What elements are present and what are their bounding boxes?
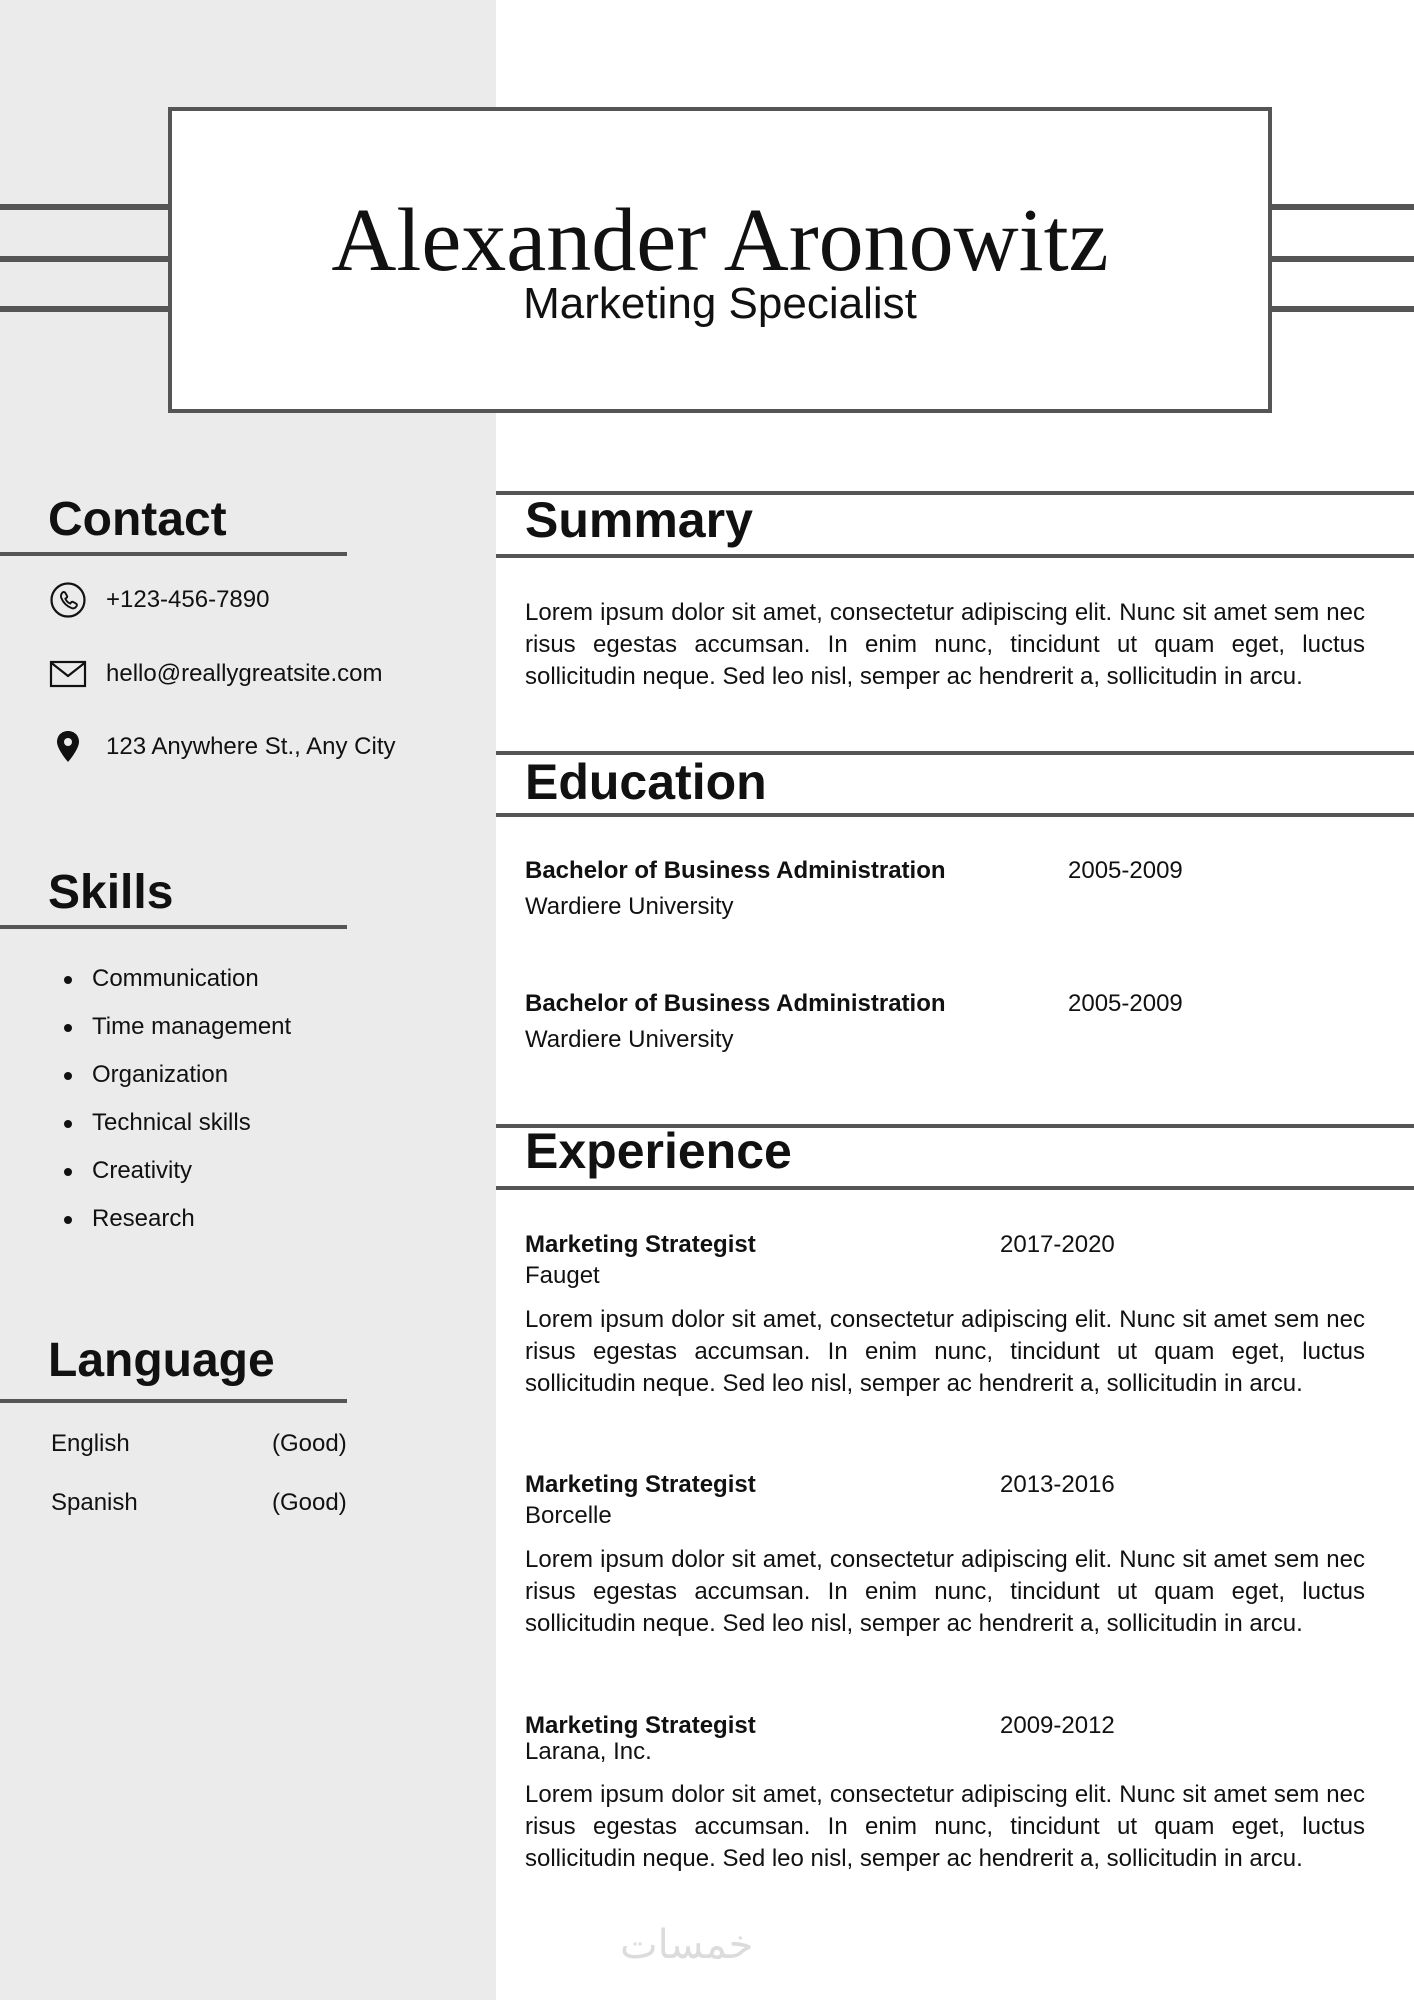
contact-address-text: 123 Anywhere St., Any City bbox=[106, 733, 396, 760]
skill-item: Organization bbox=[64, 1051, 291, 1099]
skill-item: Time management bbox=[64, 1003, 291, 1051]
skill-item: Creativity bbox=[64, 1147, 291, 1195]
language-row bbox=[51, 1430, 361, 1466]
skills-list bbox=[64, 955, 291, 1243]
language-rule bbox=[0, 1399, 347, 1403]
experience-description: Lorem ipsum dolor sit amet, consectetur adipiscing elit. Nunc sit amet sem nec risus egestas accumsan. In enim nunc, tincidunt ut quam eget, luctus sollicitudin neque. Sed leo nisl, semper ac hendrerit a, sollicitudin in arcu. bbox=[525, 1781, 1365, 1872]
experience-company: Fauget bbox=[525, 1262, 600, 1289]
language-heading: Language bbox=[48, 1334, 275, 1387]
education-years: 2005-2009 bbox=[1068, 857, 1183, 884]
experience-heading: Experience bbox=[525, 1123, 792, 1179]
skills-rule bbox=[0, 925, 347, 929]
education-school: Wardiere University bbox=[525, 1026, 734, 1053]
header-line-left-2 bbox=[0, 256, 168, 262]
header-line-right-2 bbox=[1272, 256, 1414, 262]
experience-years: 2009-2012 bbox=[1000, 1712, 1115, 1739]
education-degree: Bachelor of Business Administration bbox=[525, 990, 946, 1017]
summary-text: Lorem ipsum dolor sit amet, consectetur adipiscing elit. Nunc sit amet sem nec risus egestas accumsan. In enim nunc, tincidunt ut quam eget, luctus sollicitudin neque. Sed leo nisl, semper ac hendrerit a, sollicitudin in arcu. bbox=[525, 599, 1365, 690]
header-line-right-3 bbox=[1272, 306, 1414, 312]
education-degree: Bachelor of Business Administration bbox=[525, 857, 946, 884]
skill-item: Communication bbox=[64, 955, 291, 1003]
contact-email bbox=[48, 654, 382, 694]
contact-heading: Contact bbox=[48, 493, 227, 546]
contact-phone bbox=[48, 580, 269, 620]
contact-address bbox=[48, 727, 396, 767]
skill-item: Research bbox=[64, 1195, 291, 1243]
name-box bbox=[168, 107, 1272, 413]
experience-company: Larana, Inc. bbox=[525, 1738, 652, 1765]
skills-heading: Skills bbox=[48, 866, 174, 919]
header-line-right-1 bbox=[1272, 204, 1414, 210]
education-heading: Education bbox=[525, 754, 767, 810]
job-title: Marketing Specialist bbox=[523, 279, 917, 328]
phone-icon bbox=[48, 580, 88, 620]
language-name: Spanish bbox=[51, 1489, 138, 1516]
experience-years: 2017-2020 bbox=[1000, 1231, 1115, 1258]
header-line-left-3 bbox=[0, 306, 168, 312]
experience-description: Lorem ipsum dolor sit amet, consectetur adipiscing elit. Nunc sit amet sem nec risus egestas accumsan. In enim nunc, tincidunt ut quam eget, luctus sollicitudin neque. Sed leo nisl, semper ac hendrerit a, sollicitudin in arcu. bbox=[525, 1546, 1365, 1637]
summary-heading: Summary bbox=[525, 492, 753, 548]
skill-item: Technical skills bbox=[64, 1099, 291, 1147]
language-name: English bbox=[51, 1430, 130, 1457]
language-row bbox=[51, 1489, 361, 1525]
experience-company: Borcelle bbox=[525, 1502, 612, 1529]
experience-years: 2013-2016 bbox=[1000, 1471, 1115, 1498]
language-level: (Good) bbox=[272, 1430, 347, 1457]
education-years: 2005-2009 bbox=[1068, 990, 1183, 1017]
experience-role: Marketing Strategist bbox=[525, 1471, 756, 1498]
watermark: خمسات bbox=[620, 1922, 754, 1968]
education-school: Wardiere University bbox=[525, 893, 734, 920]
experience-rule-bottom bbox=[496, 1186, 1414, 1190]
header-line-left-1 bbox=[0, 204, 168, 210]
experience-description: Lorem ipsum dolor sit amet, consectetur adipiscing elit. Nunc sit amet sem nec risus egestas accumsan. In enim nunc, tincidunt ut quam eget, luctus sollicitudin neque. Sed leo nisl, semper ac hendrerit a, sollicitudin in arcu. bbox=[525, 1306, 1365, 1397]
contact-email-text: hello@reallygreatsite.com bbox=[106, 660, 383, 687]
summary-rule-bottom bbox=[496, 554, 1414, 558]
contact-rule bbox=[0, 552, 347, 556]
person-name: Alexander Aronowitz bbox=[331, 191, 1109, 290]
contact-phone-text: +123-456-7890 bbox=[106, 586, 270, 613]
mail-icon bbox=[48, 654, 88, 694]
education-rule-bottom bbox=[496, 813, 1414, 817]
language-level: (Good) bbox=[272, 1489, 347, 1516]
experience-role: Marketing Strategist bbox=[525, 1712, 756, 1739]
experience-role: Marketing Strategist bbox=[525, 1231, 756, 1258]
location-pin-icon bbox=[48, 727, 88, 767]
